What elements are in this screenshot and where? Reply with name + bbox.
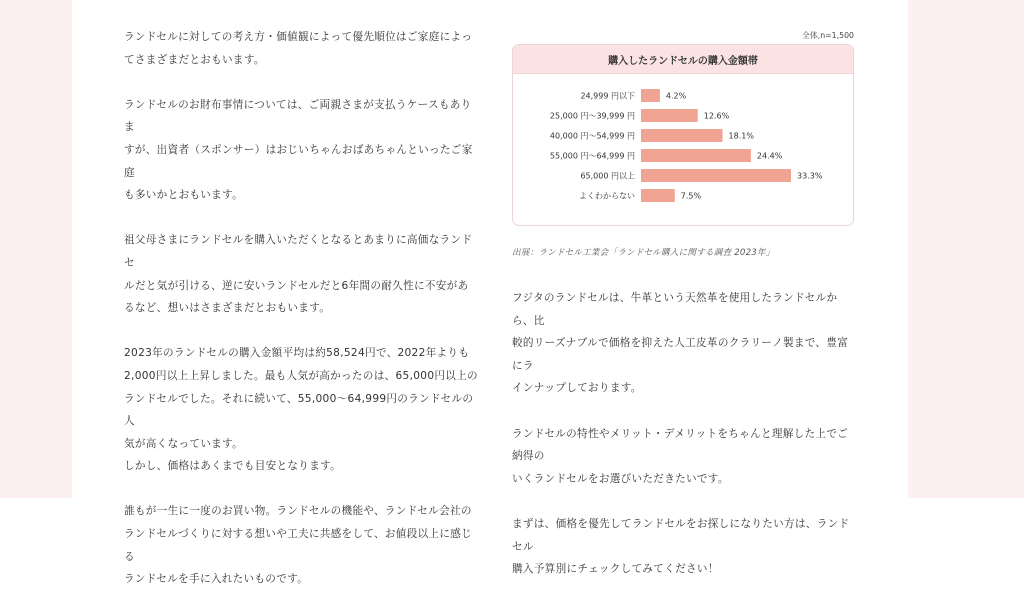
chart-title: 購入したランドセルの購入金額帯 xyxy=(513,45,853,74)
chart-bar xyxy=(641,129,723,142)
chart-bar xyxy=(641,109,698,122)
left-paragraph-2: ランドセルのお財布事情については、ご両親さまが支払うケースもありま すが、出資者（スポンサー）はおじいちゃんおばあちゃんといったご家庭 も多いかとおもいます。 xyxy=(124,98,473,202)
chart-source: 出展：ランドセル工業会「ランドセル購入に関する調査 2023年」 xyxy=(512,248,775,258)
chart-value-label: 18.1% xyxy=(728,131,754,141)
chart-bar xyxy=(641,149,751,162)
right-text-block xyxy=(512,287,856,581)
chart-value-label: 24.4% xyxy=(756,151,783,161)
chart-value-label: 12.6% xyxy=(703,111,730,121)
right-paragraph-2: ランドセルの特性やメリット・デメリットをちゃんと理解した上でご納得の いくランドセルをお選びいただきたいです。 xyxy=(512,427,849,485)
right-paragraph-1: フジタのランドセルは、牛革という天然革を使用したランドセルから、比 較的リーズナブルで価格を抑えた人工皮革のクラリーノ製まで、豊富にラ インナップしております。 xyxy=(512,292,849,395)
content-panel xyxy=(72,0,908,586)
chart-value-label: 33.3% xyxy=(797,171,823,181)
chart-bar xyxy=(641,169,791,182)
chart-category-label: 24,999 円以下 xyxy=(580,91,635,101)
chart-category-label: 65,000 円以上 xyxy=(580,171,635,181)
chart-bar xyxy=(641,189,675,202)
left-paragraph-3: 祖父母さまにランドセルを購入いただくとなるとあまりに高価なランドセ ルだと気が引ける、逆に安いランドセルだと6年間の耐久性に不安があ るなど、想いはさまざまだとおもいます。 xyxy=(124,234,473,315)
chart-sample-note: 全体,n=1,500 xyxy=(802,31,854,40)
left-paragraph-4: 2023年のランドセルの購入金額平均は約58,524円で、2022年よりも 2,000円以上上昇しました。最も人気が高かったのは、65,000円以上の ランドセルでした。それに続いて、55,000〜64,999円のランドセルの人 気が高くなっています。 しかし、価格はあくまでも目安となります。 xyxy=(124,347,478,473)
right-paragraph-3: まずは、価格を優先してランドセルをお探しになりたい方は、ランドセル 購入予算別にチェックしてみてください！ xyxy=(512,517,850,576)
left-paragraph-1: ランドセルに対しての考え方・価値観によって優先順位はご家庭によっ てさまざまだとおもいます。 xyxy=(124,31,473,66)
chart-category-label: 25,000 円〜39,999 円 xyxy=(549,111,635,121)
left-column xyxy=(124,26,480,613)
chart-category-label: 55,000 円〜64,999 円 xyxy=(549,151,635,161)
price-range-chart xyxy=(512,44,854,226)
chart-value-label: 7.5% xyxy=(680,191,702,201)
right-column xyxy=(512,30,856,603)
chart-bar xyxy=(641,89,660,102)
chart-category-label: 40,000 円〜54,999 円 xyxy=(549,131,635,141)
chart-category-label: よくわからない xyxy=(579,191,635,201)
chart-plot xyxy=(513,74,853,224)
left-paragraph-5: 誰もが一生に一度のお買い物。ランドセルの機能や、ランドセル会社の ランドセルづくりに対する想いや工夫に共感をして、お値段以上に感じる ランドセルを手に入れたいものです。 xyxy=(124,505,473,586)
chart-value-label: 4.2% xyxy=(665,91,687,101)
